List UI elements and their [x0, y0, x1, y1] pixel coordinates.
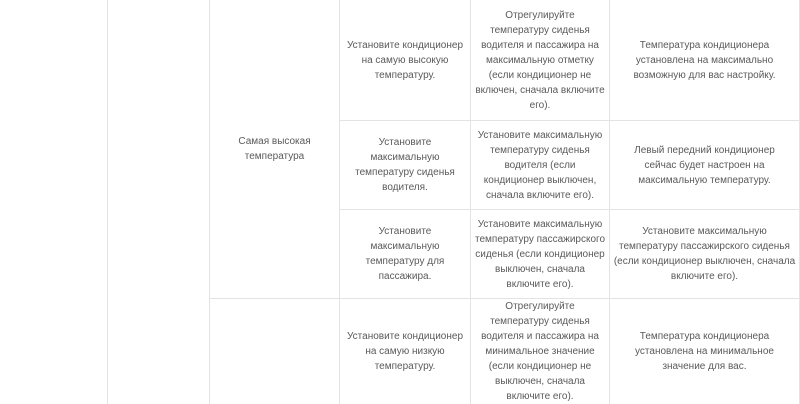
cell-text: Установите кондиционер на самую низкую температуру.: [346, 331, 463, 372]
table-cell: [340, 299, 470, 404]
table-cell: [610, 0, 799, 120]
table-cell: [610, 121, 799, 209]
column-divider: [107, 0, 108, 404]
cell-text: Отрегулируйте температуру сиденья водителя и пассажира на минимальное значение (если кондиционер не выключен, сначала включите его).: [481, 301, 599, 402]
table-cell: [610, 299, 799, 404]
group-label-cell: [210, 0, 339, 298]
cell-text: Установите максимальную температуру сиденья водителя (если кондиционер выключен, сначала включите его).: [477, 129, 603, 201]
cell-text: Левый передний кондиционер сейчас будет настроен на максимальную температуру.: [634, 144, 775, 186]
table-cell: [471, 0, 609, 120]
cell-text: Установите максимальную температуру пассажирского сиденья (если кондиционер выключен, сначала включите его).: [613, 226, 796, 282]
table-cell: [340, 0, 470, 120]
table-cell: [471, 210, 609, 298]
table-cell: [340, 210, 470, 298]
cell-text: Отрегулируйте температуру сиденья водителя и пассажира на максимальную отметку (если кондиционер не включен, сначала включите его).: [475, 9, 605, 111]
table-cell: [340, 121, 470, 209]
table-cell: [471, 299, 609, 404]
group-label: Самая высокая температура: [238, 136, 311, 162]
cell-text: Установите кондиционер на самую высокую температуру.: [346, 39, 463, 81]
cell-text: Температура кондиционера установлена на максимально возможную для вас настройку.: [633, 39, 776, 81]
table-cell: [610, 210, 799, 298]
cell-text: Установите максимальную температуру пассажирского сиденья (если кондиционер выключен, сначала включите его).: [475, 218, 606, 290]
cell-text: Установите максимальную температуру для пассажира.: [365, 226, 445, 282]
cell-text: Установите максимальную температуру сиденья водителя.: [355, 137, 455, 193]
cell-text: Температура кондиционера установлена на минимальное значение для вас.: [635, 331, 774, 372]
table-cell: [471, 121, 609, 209]
